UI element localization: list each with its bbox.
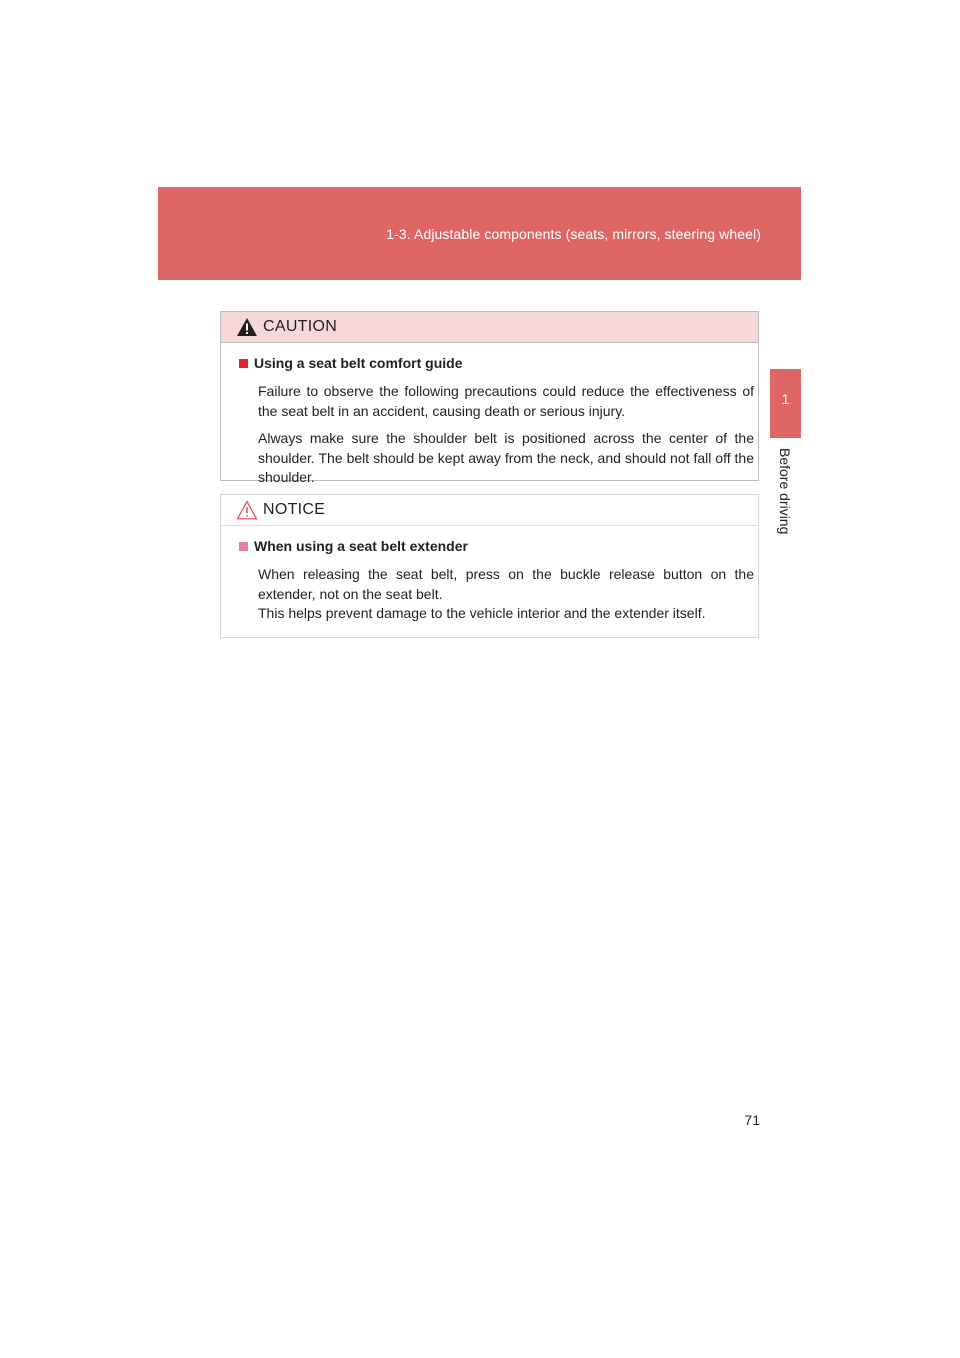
caution-box: [220, 311, 759, 485]
caution-header: [221, 312, 758, 343]
page-number: 71: [744, 1112, 760, 1128]
notice-box: [220, 494, 759, 638]
notice-header: [221, 495, 758, 526]
warning-filled-icon: [236, 317, 258, 337]
caution-label: CAUTION: [263, 318, 338, 335]
notice-item-title-text: When using a seat belt extender: [254, 538, 468, 554]
caution-item-title-text: Using a seat belt comfort guide: [254, 355, 463, 371]
caution-item-title: [239, 355, 754, 371]
warning-outline-icon: [236, 500, 258, 520]
notice-paragraph: [239, 565, 754, 624]
notice-paragraph-line: When releasing the seat belt, press on the buckle release button on the extender, not on the seat belt.: [258, 566, 754, 602]
square-bullet-icon: [239, 359, 248, 368]
notice-paragraph-line: This helps prevent damage to the vehicle interior and the extender itself.: [258, 605, 706, 621]
notice-item-title: [239, 538, 754, 554]
chapter-label: Before driving: [777, 448, 793, 535]
caution-paragraph: Always make sure the shoulder belt is positioned across the center of the shoulder. The belt should be kept away from the neck, and should not fall off the shoulder.: [258, 430, 754, 485]
section-header-band: [158, 187, 801, 280]
chapter-tab: [770, 369, 801, 438]
caution-paragraph: Failure to observe the following precautions could reduce the effectiveness of the seat belt in an accident, causing death or serious injury.: [258, 383, 754, 419]
chapter-number: 1: [781, 391, 790, 407]
caution-body: [221, 343, 758, 488]
notice-body: [221, 526, 758, 624]
square-bullet-icon: [239, 542, 248, 551]
section-title: 1-3. Adjustable components (seats, mirrors, steering wheel): [386, 226, 761, 242]
notice-label: NOTICE: [263, 501, 326, 518]
